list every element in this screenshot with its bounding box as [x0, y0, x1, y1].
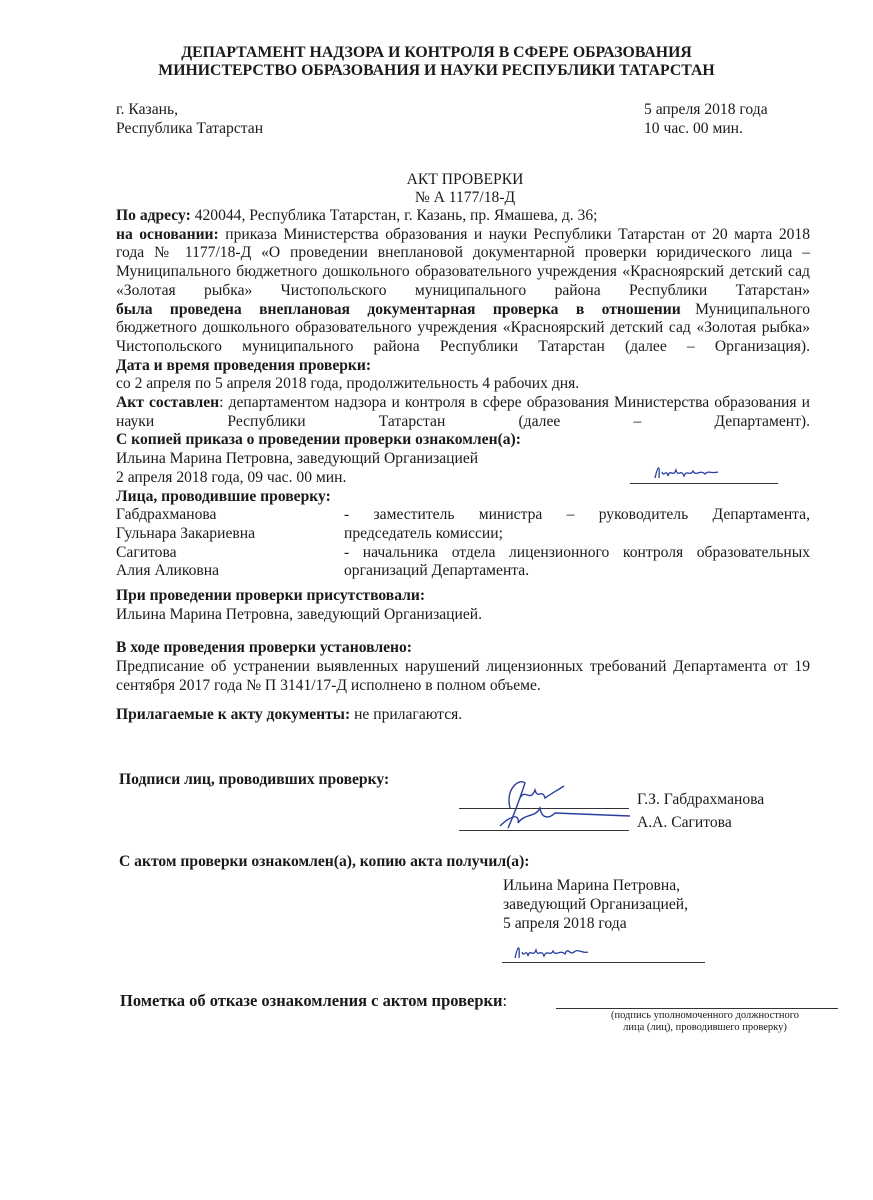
inspector-name: Гульнара Закариевна [116, 524, 255, 542]
dates-label: Дата и время проведения проверки: [116, 356, 372, 374]
received-line: Ильина Марина Петровна, [503, 877, 681, 894]
attachments-label: Прилагаемые к акту документы: [116, 705, 351, 723]
findings-label: В ходе проведения проверки установлено: [116, 639, 412, 657]
refusal-colon: : [502, 991, 508, 1010]
dates-value: со 2 апреля по 5 апреля 2018 года, продолжительность 4 рабочих дня. [116, 375, 580, 393]
refusal-caption-2: лица (лиц), проводившего проверку) [623, 1022, 787, 1033]
region: Республика Татарстан [116, 120, 264, 137]
title-name: АКТ ПРОВЕРКИ [406, 171, 524, 188]
refusal-caption [560, 1010, 850, 1034]
place [116, 100, 263, 138]
received-line: заведующий Организацией, [503, 896, 689, 913]
document-title [0, 171, 873, 207]
received-line: 5 апреля 2018 года [503, 915, 627, 932]
inspector-role: председатель комиссии; [344, 524, 503, 542]
header-line-2: МИНИСТЕРСТВО ОБРАЗОВАНИЯ И НАУКИ РЕСПУБЛИКИ ТАТАРСТАН [158, 62, 715, 79]
inspector-role: - заместитель министра – руководитель Департамента, [344, 506, 810, 524]
inspection-value: Муниципального бюджетного дошкольного образовательного учреждения «Красноярский детский сад «Золотая рыбка» Чистопольского муниципального района Республики Татарстан (далее – Организация). [116, 300, 810, 355]
inspector-row [116, 544, 810, 563]
order-copy-person: Ильина Марина Петровна, заведующий Организацией [116, 450, 479, 468]
refusal-label-text: Пометка об отказе ознакомления с актом проверки [120, 991, 503, 1010]
inspector-row [116, 525, 810, 544]
received-label: С актом проверки ознакомлен(а), копию акта получил(а): [119, 853, 530, 870]
findings-value: Предписание об устранении выявленных нарушений лицензионных требований Департамента от 19 сентября 2017 года № П 3141/17-Д исполнено в полном объеме. [116, 658, 810, 694]
inspection-label: была проведена внеплановая документарная проверка в отношении [116, 300, 681, 318]
basis-value: приказа Министерства образования и науки Республики Татарстан от 20 марта 2018 года № 1177/18-Д «О проведении внеплановой документарной проверки юридического лица – Муниципального бюджетного дошкольного образовательного учреждения «Красноярский детский сад «Золотая рыбка» Чистопольского муниципального района Республики Татарстан» [116, 225, 811, 299]
signature-inspectors [480, 778, 640, 838]
signer-name: А.А. Сагитова [637, 814, 732, 831]
inspector-row [116, 562, 810, 581]
inspectors-label: Лица, проводившие проверку: [116, 487, 331, 505]
city: г. Казань, [116, 101, 178, 118]
refusal-label [120, 991, 507, 1011]
composed-label: Акт составлен [116, 394, 220, 412]
title-number: № А 1177/18-Д [414, 189, 516, 206]
inspector-role: организаций Департамента. [344, 562, 530, 580]
address-value: 420044, Республика Татарстан, г. Казань, пр. Ямашева, д. 36; [190, 207, 598, 224]
datetime [644, 100, 768, 138]
received-person [503, 876, 688, 933]
signatures-label: Подписи лиц, проводивших проверку: [119, 771, 390, 788]
composed-value: : департаментом надзора и контроля в сфере образования Министерства образования и науки Республики Татарстан (далее – Департамент). [116, 394, 810, 430]
present-label: При проведении проверки присутствовали: [116, 587, 426, 605]
basis-label: на основании: [116, 225, 219, 243]
signature-ilyina-1 [650, 460, 760, 484]
refusal-caption-1: (подпись уполномоченного должностного [610, 1010, 800, 1021]
time: 10 час. 00 мин. [644, 120, 743, 137]
inspector-role: - начальника отдела лицензионного контроля образовательных [344, 543, 810, 561]
header-line-1: ДЕПАРТАМЕНТ НАДЗОРА И КОНТРОЛЯ В СФЕРЕ ОБРАЗОВАНИЯ [181, 44, 692, 61]
inspector-name: Габдрахманова [116, 506, 217, 524]
inspector-name: Алия Аликовна [116, 562, 220, 580]
signature-ilyina-2 [510, 940, 630, 964]
date: 5 апреля 2018 года [644, 101, 768, 118]
signer-name: Г.З. Габдрахманова [637, 791, 765, 808]
inspector-name: Сагитова [116, 543, 177, 561]
order-copy-when: 2 апреля 2018 года, 09 час. 00 мин. [116, 468, 347, 486]
order-copy-label: С копией приказа о проведении проверки ознакомлен(а): [116, 431, 521, 449]
refusal-signature-line [556, 1008, 838, 1009]
address-label: По адресу: [116, 207, 191, 224]
inspector-row [116, 506, 810, 525]
present-value: Ильина Марина Петровна, заведующий Организацией. [116, 605, 483, 623]
attachments-value: не прилагаются. [350, 705, 463, 723]
